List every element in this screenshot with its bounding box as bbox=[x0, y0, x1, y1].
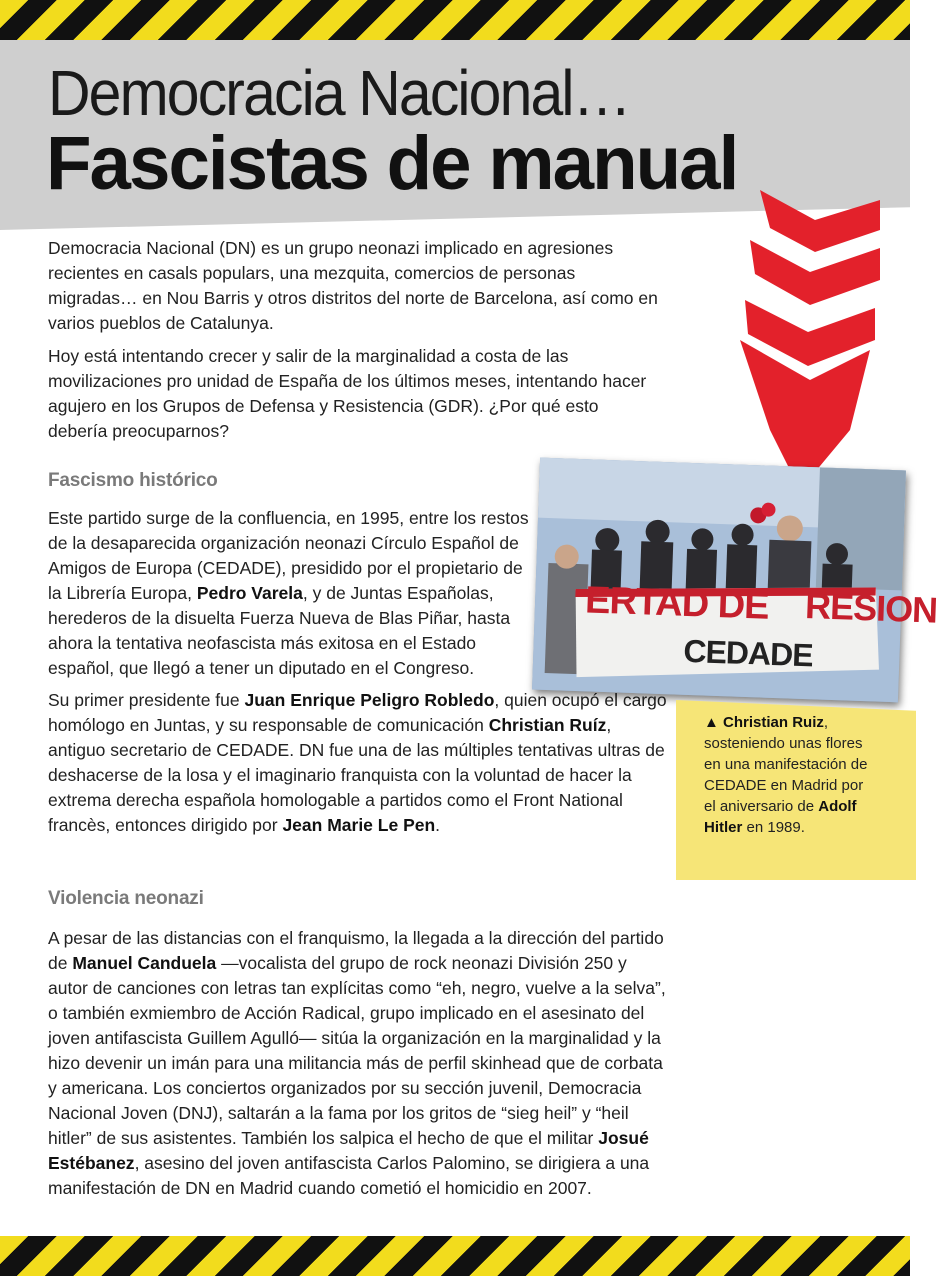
text-run: . bbox=[435, 815, 441, 835]
caption-text: , sosteniendo unas flores en una manifestación de CEDADE en Madrid por el aniversario de bbox=[704, 714, 868, 815]
name-christian-ruiz: Christian Ruíz bbox=[488, 715, 607, 735]
text-run: , asesino del joven antifascista Carlos Palomino, se dirigiera a una manifestación de DN en Madrid cuando cometió el homicidio en 2007. bbox=[48, 1153, 650, 1198]
historico-paragraph-2 bbox=[48, 688, 668, 838]
text-run: , antiguo secretario de CEDADE. DN fue una de las múltiples tentativas ultras de deshacerse de la losa y el imaginario franquista con la voluntad de hacer la extrema derecha española homologable a partidos como el Front National francès, entonces dirigido por bbox=[48, 715, 665, 835]
text-run: , y de Juntas Españolas, herederos de la disuelta Fuerza Nueva de Blas Piñar, hasta ahora la tentativa neofascista más exitosa en el Estado español, que llegó a tener un diputado en el Congreso. bbox=[48, 583, 511, 678]
caption-name-christian: Christian bbox=[723, 714, 789, 731]
intro-paragraph-2: Hoy está intentando crecer y salir de la marginalidad a costa de las movilizaciones pro unidad de España de los últimos meses, intentando hacer agujero en los Grupos de Defensa y Resistencia (GDR). ¿Por qué esto debería preocuparnos? bbox=[48, 346, 647, 441]
section-heading-violencia: Violencia neonazi bbox=[48, 888, 204, 909]
caption-name-ruiz: Ruiz bbox=[792, 714, 824, 731]
text-run: Su primer presidente fue bbox=[48, 690, 245, 710]
photo-banner-left: ERTAD DE bbox=[584, 579, 770, 628]
name-le-pen: Jean Marie Le Pen bbox=[282, 815, 436, 835]
text-run: —vocalista del grupo de rock neonazi División 250 y autor de canciones con letras tan explícitas como “eh, negro, vuelve a la selva”, o también exmiembro de Acción Radical, grupo implicado en el asesinato del joven antifascista Guillem Agulló— sitúa la organización en la marginalidad y la hizo devenir un imán para una militancia más de perfil skinhead que de corbata y americana. Los conciertos organizados por su sección juvenil, Democracia Nacional Joven (DNJ), saltarán a la fama por los gritos de “sieg heil” y “heil hitler” de sus asistentes. También los salpica el hecho de que el militar bbox=[48, 953, 666, 1148]
photo-caption bbox=[704, 712, 874, 838]
section-heading-historico: Fascismo histórico bbox=[48, 470, 218, 491]
hazard-stripe-bottom bbox=[0, 1236, 910, 1276]
red-arrow-icon bbox=[730, 190, 880, 490]
page-title-line1: Democracia Nacional… bbox=[48, 57, 630, 129]
page-title-line2: Fascistas de manual bbox=[46, 121, 738, 206]
triangle-up-icon: ▲ bbox=[704, 714, 719, 731]
intro-paragraph-1: Democracia Nacional (DN) es un grupo neonazi implicado en agresiones recientes en casals populars, una mezquita, comercios de personas migradas… en Nou Barris y otros distritos del norte de Barcelona, así como en varios pueblos de Catalunya. bbox=[48, 238, 658, 333]
text-run: , quien ocupó el cargo homólogo en Juntas, y su responsable de comunicación bbox=[48, 690, 667, 735]
violencia-paragraph-1 bbox=[48, 926, 668, 1201]
text-run: Este partido surge de la confluencia, en 1995, entre los restos de la desaparecida organización neonazi Círculo Español de Amigos de Europa (CEDADE), presidido por el propietario de la Librería Europa, bbox=[48, 508, 529, 603]
name-pedro-varela: Pedro Varela bbox=[196, 583, 303, 603]
name-juan-enrique: Juan Enrique Peligro Robledo bbox=[244, 690, 495, 710]
caption-text: en 1989. bbox=[742, 819, 805, 836]
name-josue-estebanez: Josué Estébanez bbox=[48, 1128, 649, 1173]
photo-banner-right: RESION bbox=[804, 585, 938, 631]
caption-name-hitler: Adolf Hitler bbox=[704, 798, 857, 836]
name-manuel-canduela: Manuel Canduela bbox=[72, 953, 217, 973]
hazard-stripe-top bbox=[0, 0, 910, 40]
historico-paragraph-1 bbox=[48, 506, 538, 681]
text-run: A pesar de las distancias con el franquismo, la llegada a la dirección del partido de bbox=[48, 928, 664, 973]
photo-demonstration bbox=[532, 458, 938, 703]
photo-banner-bottom: CEDADE bbox=[682, 632, 814, 674]
